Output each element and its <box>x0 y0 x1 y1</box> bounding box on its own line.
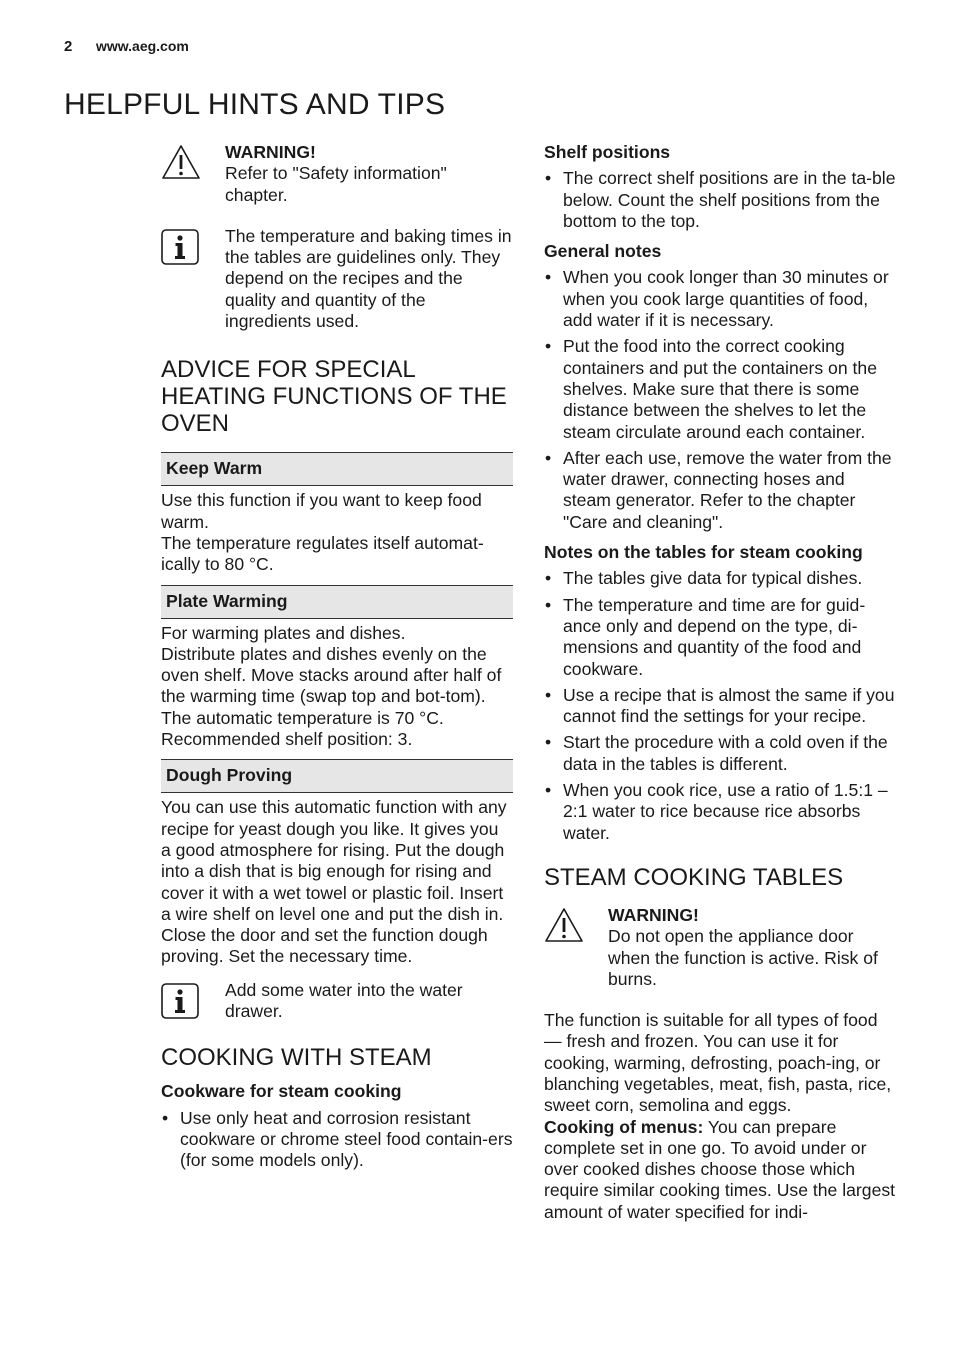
info-icon <box>161 229 199 265</box>
keep-warm-text: Use this function if you want to keep food warm. The temperature regulates itself automat-ically to 80 °C. <box>161 490 484 575</box>
list-item: • Put the food into the correct cooking containers and put the containers on the shelves. Make sure that there is some distance between the shelves to let the steam circulate around each container. <box>544 336 896 442</box>
list-item: • The correct shelf positions are in the ta-ble below. Count the shelf positions from the bottom to the top. <box>544 168 896 232</box>
list-item: • Use only heat and corrosion resistant cookware or chrome steel food contain-ers (for some models only). <box>161 1108 513 1172</box>
menus-text: You can prepare complete set in one go. To avoid under or over cooked dishes choose those which require similar cooking times. Use the largest amount of water specified for indi- <box>544 1116 896 1222</box>
steam-tables-title: STEAM COOKING TABLES <box>544 863 844 891</box>
warning-notice-door <box>544 905 896 990</box>
tables-notes-list <box>544 568 896 844</box>
cookware-subheading: Cookware for steam cooking <box>161 1081 402 1102</box>
warning-triangle-icon <box>544 907 584 943</box>
page-number: 2 <box>64 38 73 55</box>
warning-text: Refer to "Safety information" chapter. <box>225 163 447 205</box>
plate-warming-text: For warming plates and dishes. Distribute plates and dishes evenly on the oven shelf. Move stacks around after half of the warming time (swap top and bot-tom). The automatic temperature is 70 °C. Recommended shelf position: 3. <box>161 622 502 750</box>
site-url: www.aeg.com <box>96 38 189 54</box>
warning-triangle-icon <box>161 144 201 180</box>
list-item: • The temperature and time are for guid-ance only and depend on the type, di-mensions and quantity of the food and cookware. <box>544 595 896 680</box>
tables-notes-subheading: Notes on the tables for steam cooking <box>544 542 863 563</box>
keep-warm-heading: Keep Warm <box>161 452 513 486</box>
list-item: • The tables give data for typical dishes. <box>544 568 896 589</box>
plate-warming-heading: Plate Warming <box>161 585 513 619</box>
warning-heading: WARNING! <box>225 142 316 162</box>
cookware-list <box>161 1108 513 1172</box>
info-notice <box>161 226 513 332</box>
steam-section-title: COOKING WITH STEAM <box>161 1044 432 1072</box>
menus-label: Cooking of menus: <box>544 1116 704 1137</box>
general-notes-list <box>544 267 896 533</box>
dough-proving-text: You can use this automatic function with any recipe for yeast dough you like. It gives you a good atmosphere for rising. Put the dough into a dish that is big enough for rising and cover it with a wet towel or plastic foil. Insert a wire shelf on level one and put the dish in. Close the door and set the function dough proving. Set the necessary time. <box>161 797 507 967</box>
list-item: • When you cook rice, use a ratio of 1.5:1 – 2:1 water to rice because rice absorbs water. <box>544 780 896 844</box>
warning-heading: WARNING! <box>608 904 699 925</box>
left-column <box>161 142 513 1177</box>
dough-proving-heading: Dough Proving <box>161 759 513 793</box>
info-icon <box>161 983 199 1019</box>
page-title: HELPFUL HINTS AND TIPS <box>64 88 446 121</box>
list-item: • After each use, remove the water from the water drawer, connecting hoses and steam generator. Refer to the chapter "Care and cleaning". <box>544 448 896 533</box>
info-text: The temperature and baking times in the tables are guidelines only. They depend on the recipes and the quality and quantity of the ingredients used. <box>225 225 512 332</box>
advice-section-title: ADVICE FOR SPECIAL HEATING FUNCTIONS OF THE OVEN <box>161 356 507 438</box>
info-notice-water <box>161 980 513 1023</box>
shelf-list <box>544 168 896 232</box>
list-item: • When you cook longer than 30 minutes or when you cook large quantities of food, add water if it is necessary. <box>544 267 896 331</box>
list-item: • Start the procedure with a cold oven if the data in the tables is different. <box>544 732 896 775</box>
suitable-text: The function is suitable for all types of food — fresh and frozen. You can use it for cooking, warming, defrosting, poach-ing, or blanching vegetables, meat, fish, pasta, rice, sweet corn, semolina and eggs. <box>544 1010 892 1116</box>
shelf-subheading: Shelf positions <box>544 142 671 162</box>
info-water-text: Add some water into the water drawer. <box>225 979 463 1022</box>
right-column <box>544 142 896 1223</box>
warning-notice <box>161 142 513 206</box>
general-notes-subheading: General notes <box>544 241 662 262</box>
warning-text: Do not open the appliance door when the function is active. Risk of burns. <box>608 926 878 989</box>
menus-paragraph <box>544 1117 896 1223</box>
list-item: • Use a recipe that is almost the same if you cannot find the settings for your recipe. <box>544 685 896 728</box>
